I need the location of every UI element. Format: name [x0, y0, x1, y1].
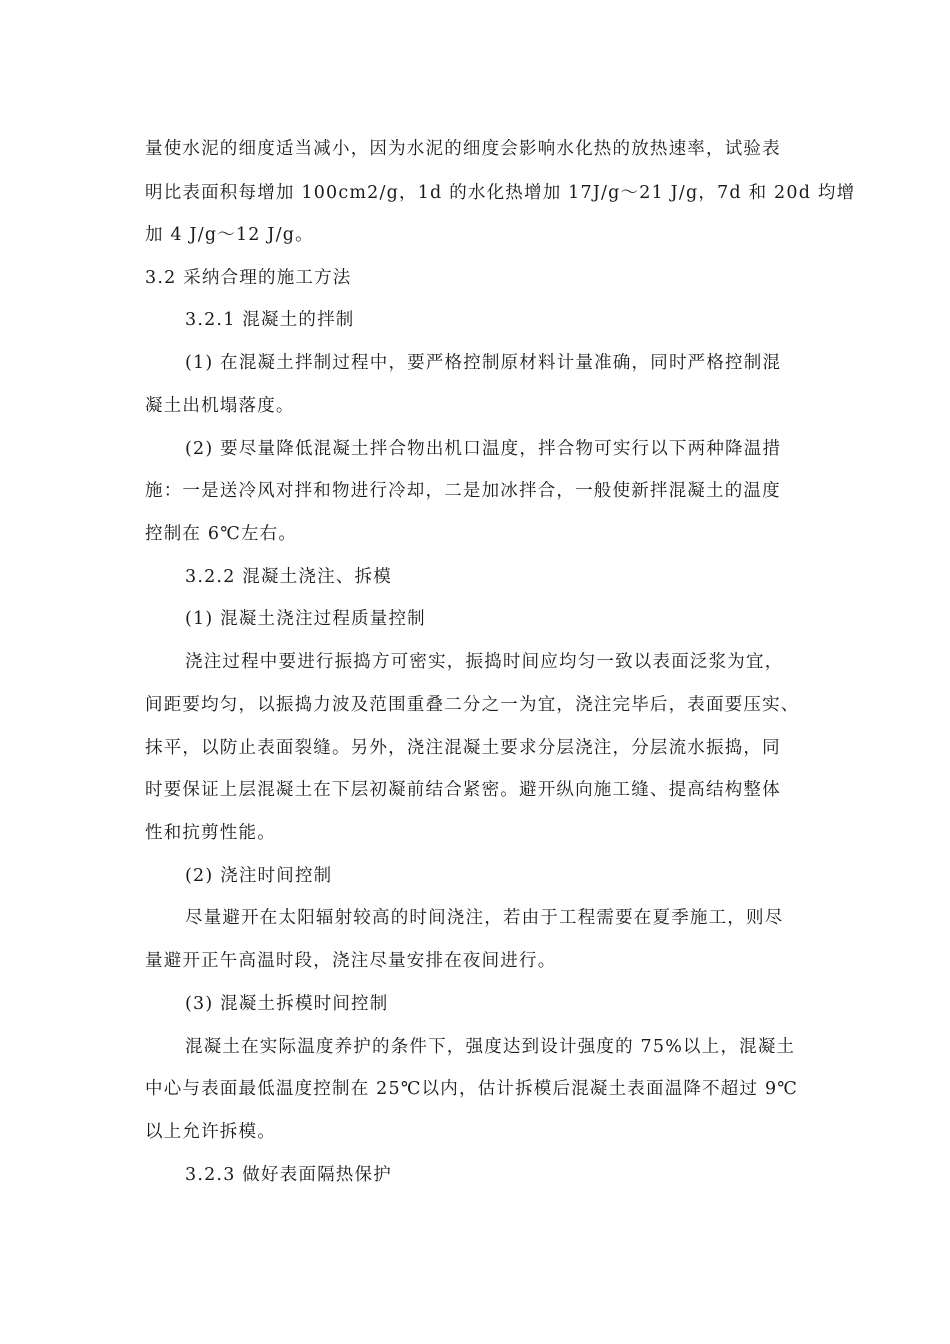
body-text-line: 性和抗剪性能。	[145, 823, 276, 843]
body-text-line: 施：一是送冷风对拌和物进行冷却，二是加冰拌合，一般使新拌混凝土的温度	[145, 481, 781, 501]
body-text-line: 浇注过程中要进行振捣方可密实，振捣时间应均匀一致以表面泛浆为宜，	[185, 652, 784, 672]
body-text-line: (1) 在混凝土拌制过程中，要严格控制原材料计量准确，同时严格控制混	[185, 353, 782, 373]
subsection-heading: 3.2.1 混凝土的拌制	[185, 310, 355, 330]
body-text-line: 量避开正午高温时段，浇注尽量安排在夜间进行。	[145, 951, 557, 971]
item-heading: (2) 浇注时间控制	[185, 866, 333, 886]
body-text-line: 凝土出机塌落度。	[145, 396, 295, 416]
body-text-line: 抹平，以防止表面裂缝。另外，浇注混凝土要求分层浇注，分层流水振捣，同	[145, 738, 781, 758]
item-heading: (3) 混凝土拆模时间控制	[185, 994, 389, 1014]
body-text-line: 间距要均匀，以振捣力波及范围重叠二分之一为宜，浇注完毕后，表面要压实、	[145, 695, 800, 715]
body-text-line: 时要保证上层混凝土在下层初凝前结合紧密。避开纵向施工缝、提高结构整体	[145, 780, 781, 800]
body-text-line: 量使水泥的细度适当减小，因为水泥的细度会影响水化热的放热速率，试验表	[145, 139, 781, 159]
subsection-heading: 3.2.2 混凝土浇注、拆模	[185, 567, 392, 587]
item-heading: (1) 混凝土浇注过程质量控制	[185, 609, 426, 629]
body-text-line: 中心与表面最低温度控制在 25℃以内，估计拆模后混凝土表面温降不超过 9℃	[145, 1079, 799, 1099]
body-text-line: (2) 要尽量降低混凝土拌合物出机口温度，拌合物可实行以下两种降温措	[185, 439, 782, 459]
body-text-line: 混凝土在实际温度养护的条件下，强度达到设计强度的 75%以上，混凝土	[185, 1037, 796, 1057]
body-text-line: 控制在 6℃左右。	[145, 524, 298, 544]
body-text-line: 明比表面积每增加 100cm2/g，1d 的水化热增加 17J/g～21 J/g，7d 和 20d 均增	[145, 183, 856, 203]
body-text-line: 以上允许拆模。	[145, 1122, 276, 1142]
subsection-heading: 3.2.3 做好表面隔热保护	[185, 1165, 392, 1185]
body-text-line: 尽量避开在太阳辐射较高的时间浇注，若由于工程需要在夏季施工，则尽	[185, 908, 784, 928]
body-text-line: 加 4 J/g～12 J/g。	[145, 225, 314, 245]
section-heading: 3.2 采纳合理的施工方法	[145, 268, 352, 288]
